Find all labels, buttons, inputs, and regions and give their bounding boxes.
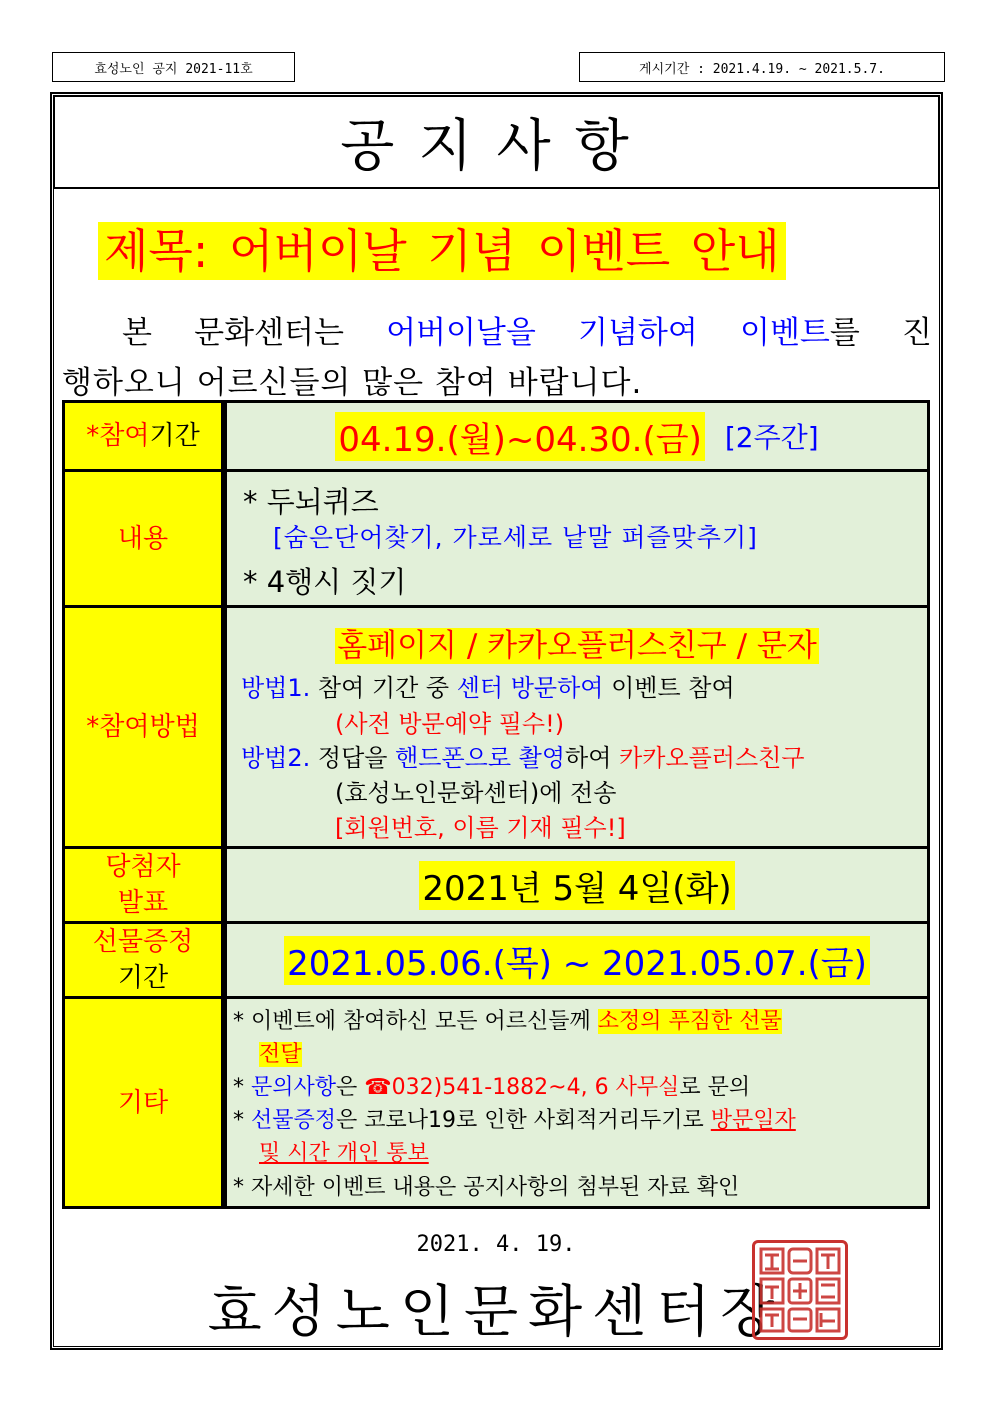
etc-line-4: * 자세한 이벤트 내용은 공지사항의 첨부된 자료 확인 [233,1175,740,1200]
etc-text: 로 문의 [679,1075,751,1100]
issue-date: 2021. 4. 19. [416,1232,576,1257]
method-2-text: 하여 [565,744,612,772]
gift-value-cell [227,924,927,996]
table-row [65,999,927,1206]
etc-gift-highlight: 전달 [259,1042,302,1067]
method-value-cell [227,608,927,846]
intro-word: 진 [902,315,932,351]
subject-title: 제목: 어버이날 기념 이벤트 안내 [98,222,786,280]
label-part: 참여 [99,421,150,451]
winner-value-cell [227,849,927,921]
event-info-table [62,400,930,1209]
content-value-cell [227,472,927,605]
etc-value-cell [227,999,927,1206]
intro-word: 본 [122,315,152,351]
method-1-label: 방법1. [241,674,311,702]
label-part: 기간 [149,421,200,451]
method-1-text: 이벤트 참여 [611,674,735,702]
method-1-text: 참여 기간 중 [317,674,450,702]
method-1-visit: 센터 방문하여 [456,674,604,702]
official-seal [752,1240,848,1340]
etc-line-3 [233,1104,917,1170]
winner-date: 2021년 5월 4일(화) [419,861,734,910]
method-channels: 홈페이지 / 카카오플러스친구 / 문자 [337,628,817,664]
method-2-label: 방법2. [241,744,311,772]
notice-number: 효성노인 공지 2021-11호 [52,52,295,82]
label-part: 기간 [117,963,169,993]
method-2 [241,738,805,773]
content-quiz-detail: [숨은단어찾기, 가로세로 낱말 퍼즐맞추기] [273,523,758,552]
method-2-note: [회원번호, 이름 기재 필수!] [335,814,626,842]
etc-phone: ☎032)541-1882~4, 6 사무실 [364,1075,680,1100]
intro-paragraph [62,308,932,408]
etc-visit-date: 및 시간 개인 통보 [259,1141,429,1166]
intro-word [740,308,860,358]
label-part: 선물증정 [92,927,194,957]
gift-period: 2021.05.06.(목) ~ 2021.05.07.(금) [284,936,870,985]
content-label: 내용 [65,472,227,605]
method-1-note: (사전 방문예약 필수!) [335,710,565,738]
intro-line2: 행하오니 어르신들의 많은 참여 바랍니다. [62,365,643,401]
table-row [65,403,927,469]
table-row [65,924,927,996]
method-2-line2: (효성노인문화센터)에 전송 [335,779,617,807]
period-label [65,403,227,469]
label-part: 당첨자 [105,852,181,882]
method-2-text: 정답을 [317,744,388,772]
label-part: 발표 [117,888,169,918]
etc-text: * 이벤트에 참여하신 모든 어르신들께 [233,1009,591,1034]
seal-icon [755,1243,845,1337]
method-label: *참여방법 [65,608,227,846]
table-row [65,472,927,605]
page-title: 공지사항 [53,95,940,189]
gift-label [65,924,227,996]
etc-text: * [233,1075,251,1100]
intro-event: 이벤트 [740,315,830,351]
intro-word: 어버이날을 [386,315,536,351]
table-row [65,608,927,846]
signature-name: 효성노인문화센터장 [207,1280,785,1345]
content-item-quiz: * 두뇌퀴즈 [243,485,379,519]
label-star: * [86,421,100,451]
content-item-poem: * 4행시 짓기 [243,565,407,599]
etc-text: 은 코로나19로 인한 사회적거리두기로 [336,1108,704,1133]
etc-gift-highlight: 소정의 푸짐한 선물 [597,1009,782,1034]
etc-text: 은 [336,1075,358,1100]
winner-label [65,849,227,921]
period-duration: [2주간] [724,421,819,454]
etc-text: * [233,1108,251,1133]
posting-period: 게시기간 : 2021.4.19. ~ 2021.5.7. [579,52,945,82]
etc-line-2 [233,1071,750,1104]
method-2-kakao: 카카오플러스친구 [619,744,805,772]
method-1 [241,668,735,703]
intro-particle: 를 [829,315,860,351]
etc-visit-date: 방문일자 [710,1108,796,1133]
etc-line-1 [233,1005,917,1071]
period-value-cell [227,403,927,469]
etc-label: 기타 [65,999,227,1206]
intro-word: 문화센터는 [194,315,344,351]
etc-inquiry: 문의사항 [251,1075,337,1100]
etc-gift-notice: 선물증정 [251,1108,337,1133]
table-row [65,849,927,921]
method-2-photo: 핸드폰으로 촬영 [395,744,566,772]
intro-word: 기념하여 [578,315,698,351]
period-value: 04.19.(월)~04.30.(금) [335,412,705,461]
